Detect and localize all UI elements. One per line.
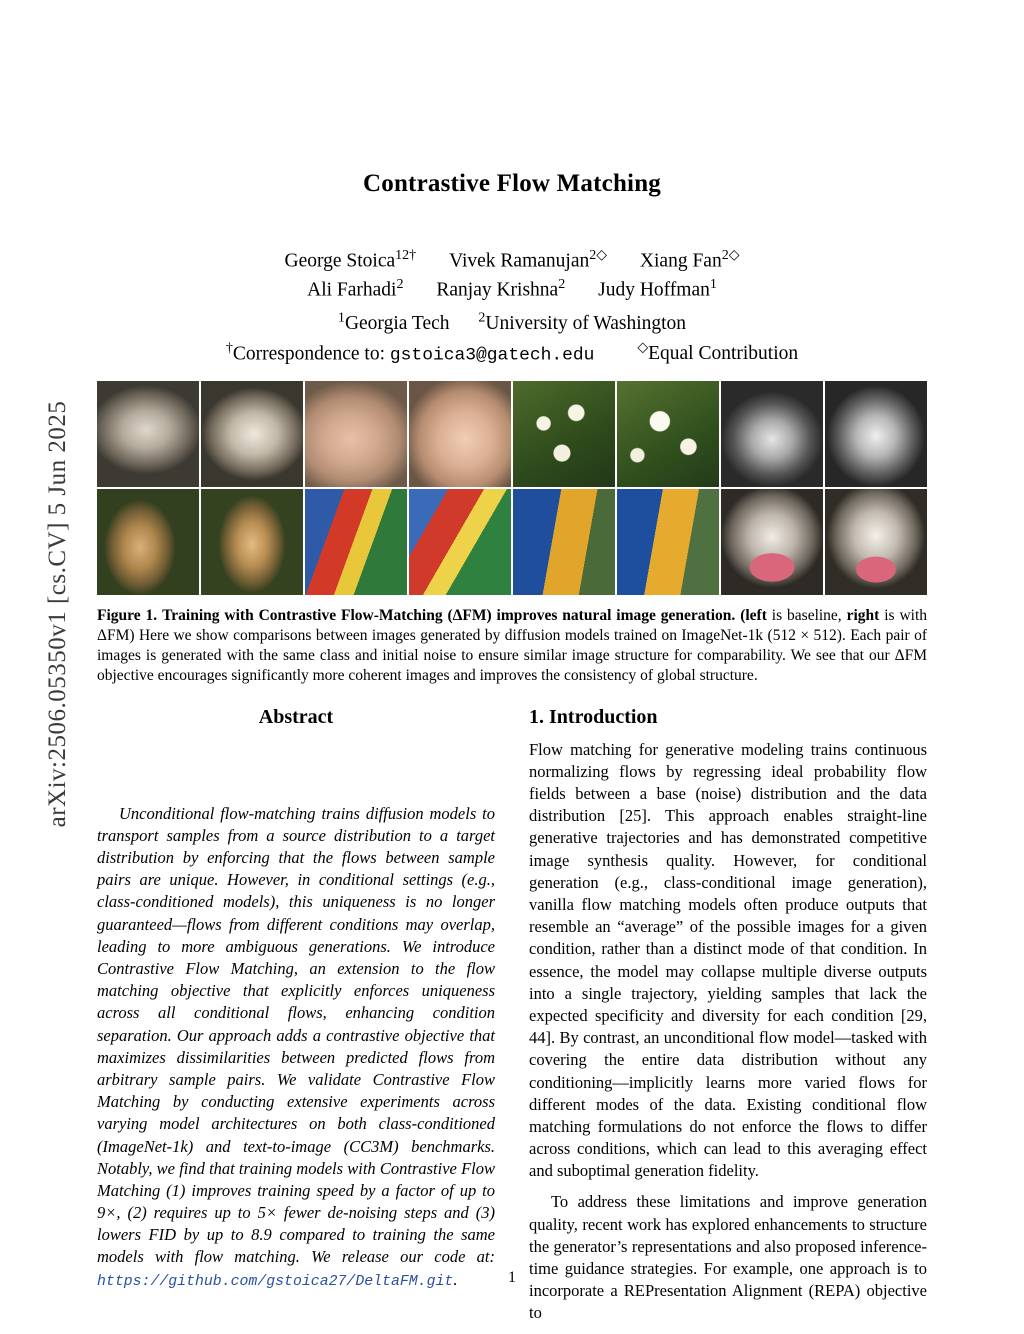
author-entry	[436, 275, 565, 304]
figure-cell-fox-grass-baseline	[97, 489, 199, 595]
figure-bold-caption: Training with Contrastive Flow-Matching (ΔFM) improves natural image generation.	[162, 607, 736, 625]
introduction-paragraph-2: To address these limitations and improve generation quality, recent work has explored enhancements to structure the generator’s representations and also proposed inference-time guidance strategies. For example, one approach is to incorporate a REPresentation Alignment (REPA) objective to	[529, 1192, 927, 1323]
figure-image-grid	[97, 381, 927, 595]
author-row-1	[97, 246, 927, 275]
figure-label: Figure 1.	[97, 607, 158, 625]
page-number: 1	[508, 1269, 516, 1286]
figure-caption-end: is with ΔFM)	[97, 607, 928, 645]
author-name: Vivek Ramanujan	[449, 250, 590, 272]
body-columns	[97, 706, 927, 1334]
affiliation-sup: 2	[478, 309, 486, 326]
figure-caption-body: Here we show comparisons between images generated by diffusion models trained on ImageNet-1k (512 × 512). Each pair of images is generated with the same class and initial noise to ensure similar image structure for comparability. We see that our ΔFM objective encourages significantly more coherent images and improves the consistency of global structure.	[97, 627, 927, 684]
figure-1	[97, 381, 927, 685]
figure-cell-macaw-deltafm	[617, 489, 719, 595]
correspondence-line	[97, 340, 927, 366]
figure-caption-mid: is baseline,	[766, 607, 847, 625]
figure-cell-arctic-fox-deltafm	[201, 381, 303, 487]
introduction-paragraph-1: Flow matching for generative modeling trains continuous normalizing flows by regressing ideal probability flow fields between a base (noise) distribution and the data distribution [25]. This approach enables straight-line generative trajectories and has demonstrated competitive image synthesis quality. However, for conditional generation (e.g., class-conditional image generation), vanilla flow matching models often produce outputs that resemble an “average” of the possible images for a given condition, rather than a distinct mode of that condition. In essence, the model may collapse multiple diverse outputs into a single trajectory, yielding samples that lack the expected specificity and diversity for each condition [29, 44]. By contrast, an unconditional flow model—tasked with covering the entire data distribution without any conditioning—implicitly learns more varied flows for different modes of the data. Existing conditional flow matching formulations do not enforce the flows to differ across conditions, which can lead to this averaging effect and suboptimal generation fidelity.	[529, 739, 927, 1181]
figure-cell-husky-tongue-deltafm	[825, 489, 927, 595]
affiliation-item	[478, 309, 687, 334]
figure-caption	[97, 606, 927, 685]
paper-page	[97, 0, 927, 1325]
author-name: Ranjay Krishna	[436, 279, 559, 301]
figure-cell-husky-baseline	[721, 381, 823, 487]
author-sup: 2	[396, 276, 404, 293]
figure-cell-daisies-baseline	[513, 381, 615, 487]
affiliation-list	[97, 309, 927, 335]
correspondence-email[interactable]: gstoica3@gatech.edu	[389, 345, 595, 366]
author-name: George Stoica	[284, 250, 396, 272]
author-entry	[284, 246, 416, 275]
column-left	[97, 706, 495, 1334]
column-right	[529, 706, 927, 1334]
correspondence-label: Correspondence to:	[232, 343, 386, 365]
author-sup: 1	[709, 276, 717, 293]
author-sup: 2◇	[721, 247, 740, 263]
author-entry	[307, 275, 403, 304]
figure-cell-lorikeet-deltafm	[409, 489, 511, 595]
figure-cell-macaw-baseline	[513, 489, 615, 595]
author-name: Xiang Fan	[639, 250, 722, 272]
figure-cell-arctic-fox-baseline	[97, 381, 199, 487]
author-name: Judy Hoffman	[598, 279, 710, 301]
figure-bold-right: right	[846, 607, 880, 625]
code-url-link[interactable]: https://github.com/gstoica27/DeltaFM.git	[97, 1273, 454, 1290]
affiliation-name: University of Washington	[485, 312, 687, 334]
equal-sup: ◇	[637, 339, 649, 356]
affiliation-name: Georgia Tech	[344, 312, 450, 334]
correspondence-sup: †	[225, 339, 233, 356]
author-name: Ali Farhadi	[307, 279, 397, 301]
affiliation-sup: 1	[337, 309, 345, 326]
abstract-text-end: .	[453, 1269, 458, 1289]
author-sup: 2	[558, 276, 566, 293]
figure-cell-lorikeet-baseline	[305, 489, 407, 595]
abstract-heading: Abstract	[258, 705, 334, 728]
abstract-text: Unconditional flow-matching trains diffusion models to transport samples from a source distribution to a target distribution by enforcing that the flows between sample pairs are unique. However, in conditional settings (e.g., class-conditioned models), this uniqueness is no longer guaranteed—flows from different conditions may overlap, leading to more ambiguous generations. We introduce Contrastive Flow Matching, an extension to the flow matching objective that explicitly enforces uniqueness across all conditional flows, enhancing condition separation. Our approach adds a contrastive objective that maximizes dissimilarities between predicted flows from arbitrary sample pairs. We validate Contrastive Flow Matching by conducting extensive experiments across varying model architectures on both class-conditioned (ImageNet-1k) and text-to-image (CC3M) benchmarks. Notably, we find that training models with Contrastive Flow Matching (1) improves training speed by a factor of up to 9×, (2) requires up to 5× fewer de-noising steps and (3) lowers FID by up to 8.9 compared to training the same models with flow matching. We release our code at:	[97, 803, 495, 1267]
figure-cell-daisies-deltafm	[617, 381, 719, 487]
author-row-2	[97, 275, 927, 304]
affiliation-item	[337, 309, 450, 334]
author-sup: 2◇	[589, 247, 608, 263]
figure-cell-husky-deltafm	[825, 381, 927, 487]
figure-cell-hairless-animal-deltafm	[409, 381, 511, 487]
arxiv-stamp: arXiv:2506.05350v1 [cs.CV] 5 Jun 2025	[44, 400, 71, 828]
abstract-body	[97, 803, 495, 1293]
page-title: Contrastive Flow Matching	[362, 170, 662, 197]
author-entry	[640, 246, 740, 275]
figure-cell-hairless-animal-baseline	[305, 381, 407, 487]
equal-label: Equal Contribution	[648, 343, 799, 365]
equal-contribution	[637, 339, 799, 365]
author-entry	[598, 275, 717, 304]
author-sup: 12†	[395, 247, 417, 263]
author-entry	[449, 246, 607, 275]
figure-cell-husky-tongue-baseline	[721, 489, 823, 595]
figure-bold-left: (left	[740, 607, 767, 625]
introduction-heading: 1. Introduction	[529, 705, 658, 728]
author-list	[97, 246, 927, 304]
figure-cell-fox-grass-deltafm	[201, 489, 303, 595]
